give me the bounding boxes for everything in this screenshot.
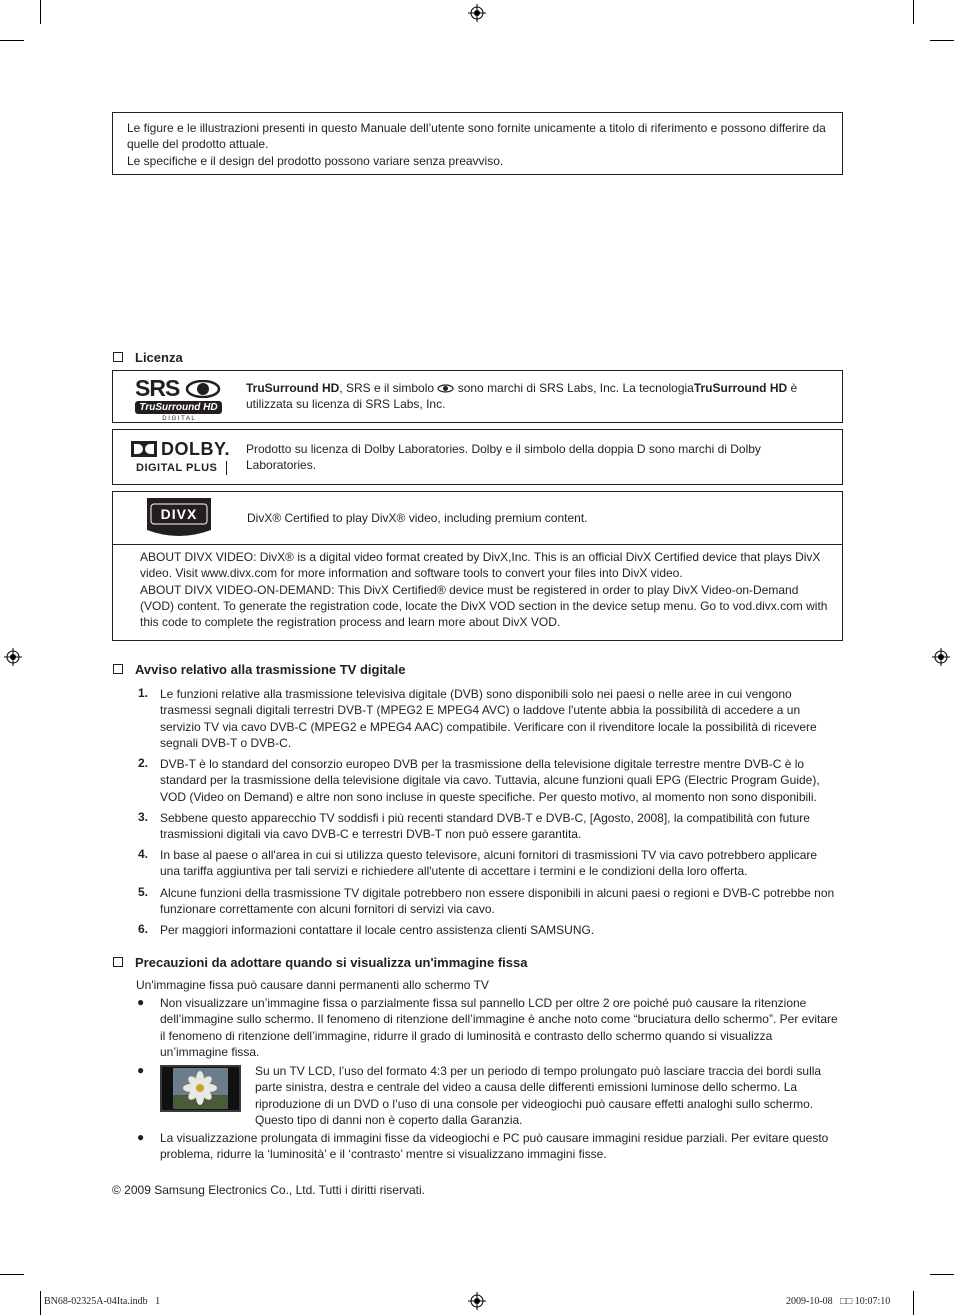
srs-license-text: TruSurround HD, SRS e il simbolo sono marchi di SRS Labs, Inc. La tecnologiaTruSurround HD è utilizzata su licenza di SRS Labs, Inc. [246,381,798,412]
srs-digital-text: D I G I T A L [162,416,195,422]
srs-inline-symbol-icon [437,384,454,393]
registration-mark-icon [932,648,950,666]
list-item-number: 2. [138,756,149,770]
srs-logo-text: SRS [135,375,180,401]
section-heading-precauzioni: Precauzioni da adottare quando si visualizza un'immagine fissa [113,955,527,970]
dolby-logo [131,439,231,477]
divx-license-box [112,491,843,641]
checkbox-square-icon [113,664,123,674]
bullet-icon: ● [137,1063,145,1077]
srs-logo [135,375,223,422]
notice-text [127,120,832,169]
dolby-license-text: Prodotto su licenza di Dolby Laboratories. Dolby e il simbolo della doppia D sono marchi di Dolby Laboratories. [246,442,761,473]
divx-about-text [140,549,830,630]
list-item-number: 6. [138,922,149,936]
dolby-license-box [112,429,843,485]
list-item-number: 3. [138,810,149,824]
footer-file-name: BN68-02325A-04Ita.indb 1 [44,1296,161,1307]
crop-mark [40,1291,41,1315]
bullet-item: Non visualizzare un’immagine fissa o parzialmente fissa sul pannello LCD per oltre 2 ore poiché può causare la ritenzione dell’immagine sullo schermo. Il fenomeno di ritenzione dell’immagine è anche noto come “bruciatura dello schermo”. Per evitare il fenomeno di ritenzione dell’immagine, ridurre il grado di luminosità e contrasto dello schermo quando si visualizza un’immagine fissa. [160,996,838,1059]
section-heading-licenza: Licenza [113,350,183,365]
precauzioni-intro: Un'immagine fissa può causare danni permanenti allo schermo TV [136,978,489,992]
copyright-text: © 2009 Samsung Electronics Co., Ltd. Tutti i diritti riservati. [112,1183,425,1197]
checkbox-square-icon [113,352,123,362]
checkbox-square-icon [113,957,123,967]
crop-mark [930,40,954,41]
list-item: DVB-T è lo standard del consorzio europeo DVB per la trasmissione della televisione digitale terrestre mentre DVB-C è lo standard per la trasmissione della televisione digitale via cavo. Tuttavia, alcune funzioni quali EPG (Electric Program Guide), VOD (Video on Demand) e altre non sono incluse in queste specifiche. Per questo motivo, al momento non sono disponibili. [160,757,820,804]
crop-mark [930,1274,954,1275]
crop-mark [0,1274,24,1275]
divx-about-vod: ABOUT DIVX VIDEO-ON-DEMAND: This DivX Certified® device must be registered in order to play DivX Video-on-Demand (VOD) content. To generate the registration code, locate the DivX VOD section in the device setup menu. Go to vod.divx.com with this code to complete the registration process and learn more about DivX VOD. [140,582,828,630]
list-item-number: 1. [138,686,149,700]
list-item: Sebbene questo apparecchio TV soddisfi i più recenti standard DVB-T e DVB-C, [Agosto, 2008], la compatibilità con future trasmissioni digitali via cavo DVB-C e terrestri DVB-T non può essere garantita. [160,811,810,842]
crop-mark [913,1291,914,1315]
crop-mark [0,40,24,41]
divx-logo-text: DIVX [160,506,198,522]
trusurround-badge: TruSurround HD [135,401,222,414]
divx-logo [145,496,213,540]
divx-about-video: ABOUT DIVX VIDEO: DivX® is a digital video format created by DivX,Inc. This is an official DivX Certified device that plays DivX video. Visit www.divx.com for more information and software tools to convert your files into DivX video. [140,550,821,581]
list-item: In base al paese o all'area in cui si utilizza questo televisore, alcuni fornitori di trasmissioni TV via cavo potrebbero applicare una tariffa aggiuntiva per tali servizi e richiedere all'utente di accettare i termini e le condizioni della loro offerta. [160,848,818,879]
notice-line-2: Le specifiche e il design del prodotto possono variare senza preavviso. [127,153,504,168]
bullet-item: Su un TV LCD, l’uso del formato 4:3 per un periodo di tempo prolungato può lasciare traccia dei bordi sulla parte sinistra, destra e centrale del video a causa delle differenti emissioni luminose dello schermo. La riproduzione di un DVD o l’uso di una console per videogiochi può causare effetti analoghi sullo schermo. Questo tipo di danni non è coperto dalla Garanzia. [255,1064,822,1127]
divx-certified-text: DivX® Certified to play DivX® video, including premium content. [247,511,588,525]
bullet-icon: ● [137,1130,145,1144]
list-item-number: 4. [138,847,149,861]
notice-line-1: Le figure e le illustrazioni presenti in questo Manuale dell’utente sono fornite unicamente a titolo di riferimento e possono differire da quelle del prodotto attuale. [127,121,826,152]
list-item: Per maggiori informazioni contattare il locale centro assistenza clienti SAMSUNG. [160,923,595,937]
dolby-digital-plus-text: DIGITAL PLUS [136,461,227,475]
divx-divider [113,544,842,545]
srs-symbol-icon [185,380,221,398]
list-item-number: 5. [138,885,149,899]
tv-flower-image [160,1065,241,1112]
footer-timestamp: 2009-10-08 □□ 10:07:10 [786,1296,891,1307]
registration-mark-icon [4,648,22,666]
section-heading-avviso: Avviso relativo alla trasmissione TV digitale [113,662,405,677]
crop-mark [913,0,914,24]
registration-mark-icon [468,4,486,22]
dolby-double-d-icon [131,441,157,457]
bullet-icon: ● [137,995,145,1009]
list-item: Le funzioni relative alla trasmissione televisiva digitale (DVB) sono disponibili solo nei paesi o nelle aree in cui vengono trasmessi segnali digitali terrestri DVB-T (MPEG2 E MPEG4 AVC) o laddove l'utente abbia la possibilità di accedere a un servizio TV via cavo DVB-C (MPEG2 e MPEG4 AAC) compatibile. Verificare con il rivenditore locale la possibilità di ricevere segnali DVB-T o DVB-C. [160,687,817,750]
srs-license-box [112,370,843,423]
list-item: Alcune funzioni della trasmissione TV digitale potrebbero non essere disponibili in alcuni paesi o regioni e DVB-C potrebbe non funzionare correttamente con alcuni fornitori di servizi via cavo. [160,886,835,917]
bullet-item: La visualizzazione prolungata di immagini fisse da videogiochi e PC può causare immagini residue parziali. Per evitare questo problema, ridurre la ‘luminosità’ e il ‘contrasto’ mentre si visualizzano immagini fisse. [160,1131,829,1162]
crop-mark [40,0,41,24]
dolby-logo-text: DOLBY. [161,439,231,459]
registration-mark-icon [468,1292,486,1310]
notice-box [112,112,843,175]
